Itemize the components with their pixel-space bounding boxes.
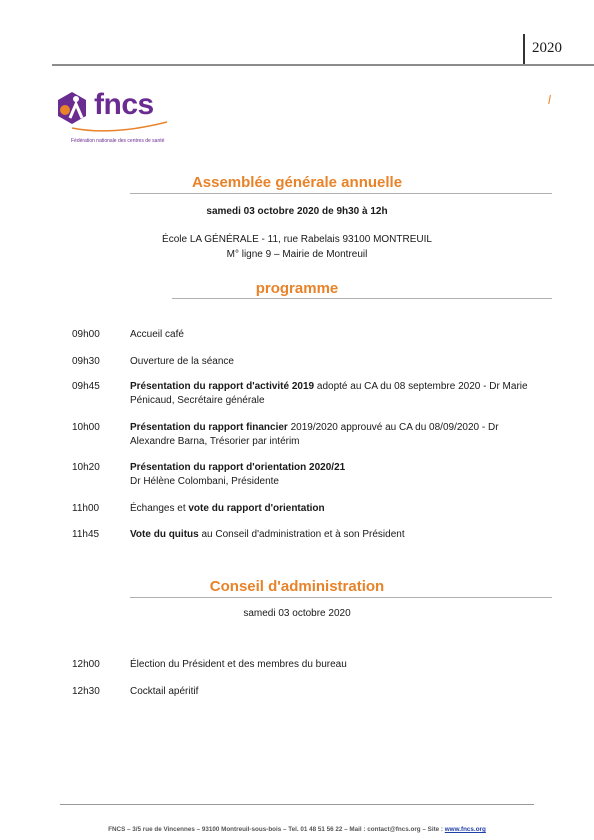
programme-item-part: Dr Hélène Colombani, Présidente [130,476,279,487]
programme-item-time: 10h20 [72,462,100,473]
ca-title: Conseil d'administration [209,578,385,595]
programme-item-text [130,461,530,489]
programme-item-time: 09h30 [72,356,100,367]
programme-item-bold-part: vote du rapport d'orientation [188,503,325,514]
programme-item-bold-part: Vote du quitus [130,529,199,540]
programme-title: programme [255,280,339,297]
footer [0,826,594,833]
ag-venue-line-2: M° ligne 9 – Mairie de Montreuil [226,249,368,260]
ca-rule [130,597,552,598]
programme-item-time: 09h00 [72,329,100,340]
programme-item-bold-part: Présentation du rapport d'activité 2019 [130,381,315,392]
ca-item-text: Élection du Président et des membres du bureau [130,659,347,670]
programme-item-text [130,328,530,342]
programme-item-part: Ouverture de la séance [130,356,234,367]
footer-text: FNCS – 3/5 rue de Vincennes – 93100 Montreuil-sous-bois – Tel. 01 48 51 56 22 – Mail : contact@fncs.org – Site : [108,826,445,833]
programme-item-time: 11h45 [72,529,100,540]
header-rule [52,64,594,66]
document-year: 2020 [532,40,562,56]
year-divider [523,34,525,64]
logo-tagline: Fédération nationale des centres de santé [71,138,165,144]
programme-item-bold-part: Présentation du rapport d'orientation 2020/21 [130,462,346,473]
programme-item-bold-part: Présentation du rapport financier [130,422,288,433]
programme-item-time: 09h45 [72,381,100,392]
programme-item-part: au Conseil d'administration et à son Président [198,529,405,540]
ca-item-text: Cocktail apéritif [130,686,199,697]
programme-item-part: Échanges et [130,503,189,514]
ca-date: samedi 03 octobre 2020 [243,608,351,619]
footer-rule [60,804,534,805]
programme-item-part: adopté au CA du 08 septembre 2020 - Dr Marie Pénicaud, Secrétaire générale [130,381,528,406]
corner-mark: l [548,93,551,107]
programme-item-text [130,502,530,516]
programme-item-text [130,528,530,542]
ag-rule [130,193,552,194]
programme-item-time: 10h00 [72,422,100,433]
footer-site-link[interactable]: www.fncs.org [444,826,486,833]
programme-item-text [130,380,530,408]
programme-item-part: Accueil café [130,329,184,340]
programme-item-part: 2019/2020 approuvé au CA du 08/09/2020 - Dr Alexandre Barna, Trésorier par intérim [130,422,499,447]
programme-rule [172,298,552,299]
logo-wordmark: fncs [94,88,154,121]
programme-item-text [130,421,530,449]
ag-date: samedi 03 octobre 2020 de 9h30 à 12h [206,206,388,217]
programme-item-time: 11h00 [72,503,100,514]
ag-venue-line-1: École LA GÉNÉRALE - 11, rue Rabelais 93100 MONTREUIL [162,234,432,245]
programme-item-text [130,355,530,369]
ca-item-time: 12h00 [72,659,100,670]
ca-item-time: 12h30 [72,686,100,697]
ag-title: Assemblée générale annuelle [191,174,403,191]
